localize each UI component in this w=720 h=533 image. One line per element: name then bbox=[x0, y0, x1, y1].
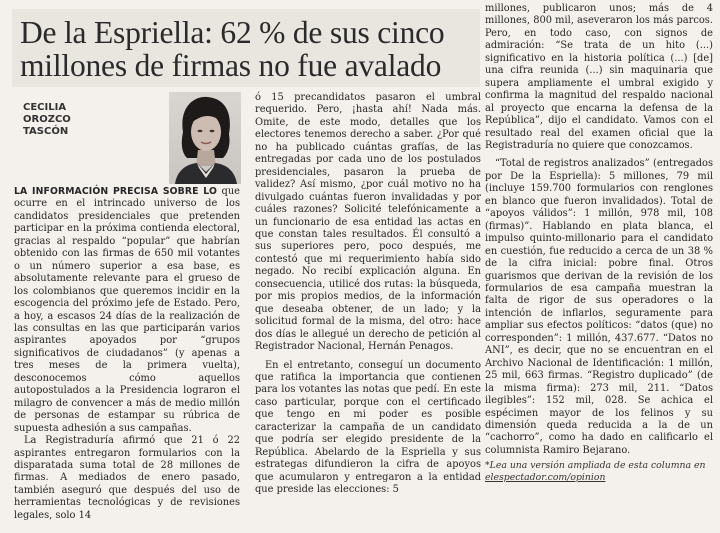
headline-line-2: millones de firmas no fue avalado bbox=[20, 48, 442, 83]
author-name: CECILIA OROZCO TASCÓN bbox=[23, 102, 71, 137]
column-3 bbox=[485, 3, 713, 484]
footnote: *Lea una versión ampliada de esta columna en bbox=[485, 460, 706, 472]
paragraph-2: La Registraduría afirmó que 21 ó 22 aspirantes entregaron formularios con la disparatada suma total de 28 millones de firmas. A mediados de enero pasado, también aseguró que después del uso de herramientas tecnológicas y de revisiones legales, solo 14 bbox=[14, 435, 240, 521]
paragraph-6: “Total de registros analizados” (entregados por De la Espriella): 5 millones, 79 mil (incluye 159.700 formularios con renglones en blanco que fueron invalidados). Total de “apoyos válidos”: 1 millón, 978 mil, 108 (firmas)”. Hablando en plata blanca, el impulso quinto-millonario para el candidato en cuestión, fue reducido a cerca de un 38 % de la cifra inicial: pobre final. Otros guarismos que derivan de la revisión de los formularios de esa campaña muestran la falta de rigor de sus operadores o la intención de inflarlos, seguramente para ampliar sus efectos políticos: “datos (que) no corresponden”: 1 millón, 437.677. “Datos no ANI”, es decir, que no se encuentran en el Archivo Nacional de Identificación: 1 millón, 25 mil, 663 firmas. “Registro duplicado” (de la misma firma): 273 mil, 211. “Datos ilegibles”: 152 mil, 028. Se achica el espécimen mayor de los felinos y su dimensión queda reducida a la de un “cachorro”, como ha dado en calificarlo el columnista Ramiro Bejarano. bbox=[485, 158, 713, 456]
paragraph-1: LA INFORMACIÓN PRECISA SOBRE LO que ocurre en el intrincado universo de los candidatos presidenciales que pretenden participar en la próxima contienda electoral, gracias al respaldo “popular” que habrían obtenido con las firmas de 650 mil votantes o un número superior a esa base, es absolutamente relevante para el grueso de los colombianos que queremos incidir en la escogencia del próximo jefe de Estado. Pero, a hoy, a escasos 24 días de la realización de las consultas en las que participarán varios aspirantes apoyados por “grupos significativos de ciudadanos” (y apenas a tres meses de la primera vuelta), desconocemos cómo aquellos autopostulados a la Presidencia lograron el milagro de convencer a más de medio millón de personas de estampar su rúbrica de supuesta adhesión a sus campañas. bbox=[14, 186, 240, 434]
lead-in: LA INFORMACIÓN PRECISA SOBRE LO bbox=[14, 186, 217, 197]
headline-line-1: De la Espriella: 62 % de sus cinco bbox=[20, 15, 445, 50]
paragraph-3: ó 15 precandidatos pasaron el umbral requerido. Pero, ¡hasta ahí! Nada más. Omite, de este modo, detalles que los electores tenemos derecho a saber. ¿Por qué no ha publicado cuántas grafías, de las entregadas por cada uno de los postulados presidenciales, pasaron la prueba de validez? Así mismo, ¿por cuál motivo no ha divulgado cuántas fueron invalidadas y por cuáles razones? Solicité telefónicamente a un funcionario de esa entidad las actas en que constan tales resultados. Él consultó a sus superiores pero, poco después, me contestó que mi requerimiento había sido negado. No recibí explicación alguna. En consecuencia, utilicé dos rutas: la búsqueda, por mis propios medios, de la información que deseaba obtener, de un lado; y la solicitud formal de la misma, del otro: hace dos días le allegué un derecho de petición al Registrador Nacional, Hernán Penagos. bbox=[255, 92, 481, 353]
column-1 bbox=[14, 186, 240, 522]
author-box bbox=[19, 92, 243, 184]
headline-box bbox=[12, 9, 480, 87]
paragraph-5: millones, publicaron unos; más de 4 millones, 800 mil, aseveraron los más parcos. Pero, en todo caso, con signos de admiración: “Se trata de un hito (...) significativo en la historia política (...) [de] una cifra reunida (...) sin maquinaria que supera ampliamente el umbral exigido y confirma la magnitud del respaldo nacional al proyecto que encarna la defensa de la República”, dijo el candidato. Vamos con el resultado real del examen oficial que la Registraduría no quiere que conozcamos. bbox=[485, 3, 713, 151]
column-2 bbox=[255, 92, 481, 497]
author-portrait bbox=[169, 92, 241, 184]
opinion-link[interactable]: elespectador.com/opinion bbox=[485, 472, 606, 484]
paragraph-4: En el entretanto, conseguí un documento que ratifica la importancia que contienen para los votantes las notas que pedí. En este caso particular, porque con el certificado que tengo en mi poder es posible caracterizar la campaña de un candidato que podría ser elegido presidente de la República. Abelardo de la Espriella y sus estrategas difundieron la cifra de apoyos que acumularon y entregaron a la entidad que preside las elecciones: 5 bbox=[255, 359, 481, 496]
headline bbox=[20, 16, 472, 82]
